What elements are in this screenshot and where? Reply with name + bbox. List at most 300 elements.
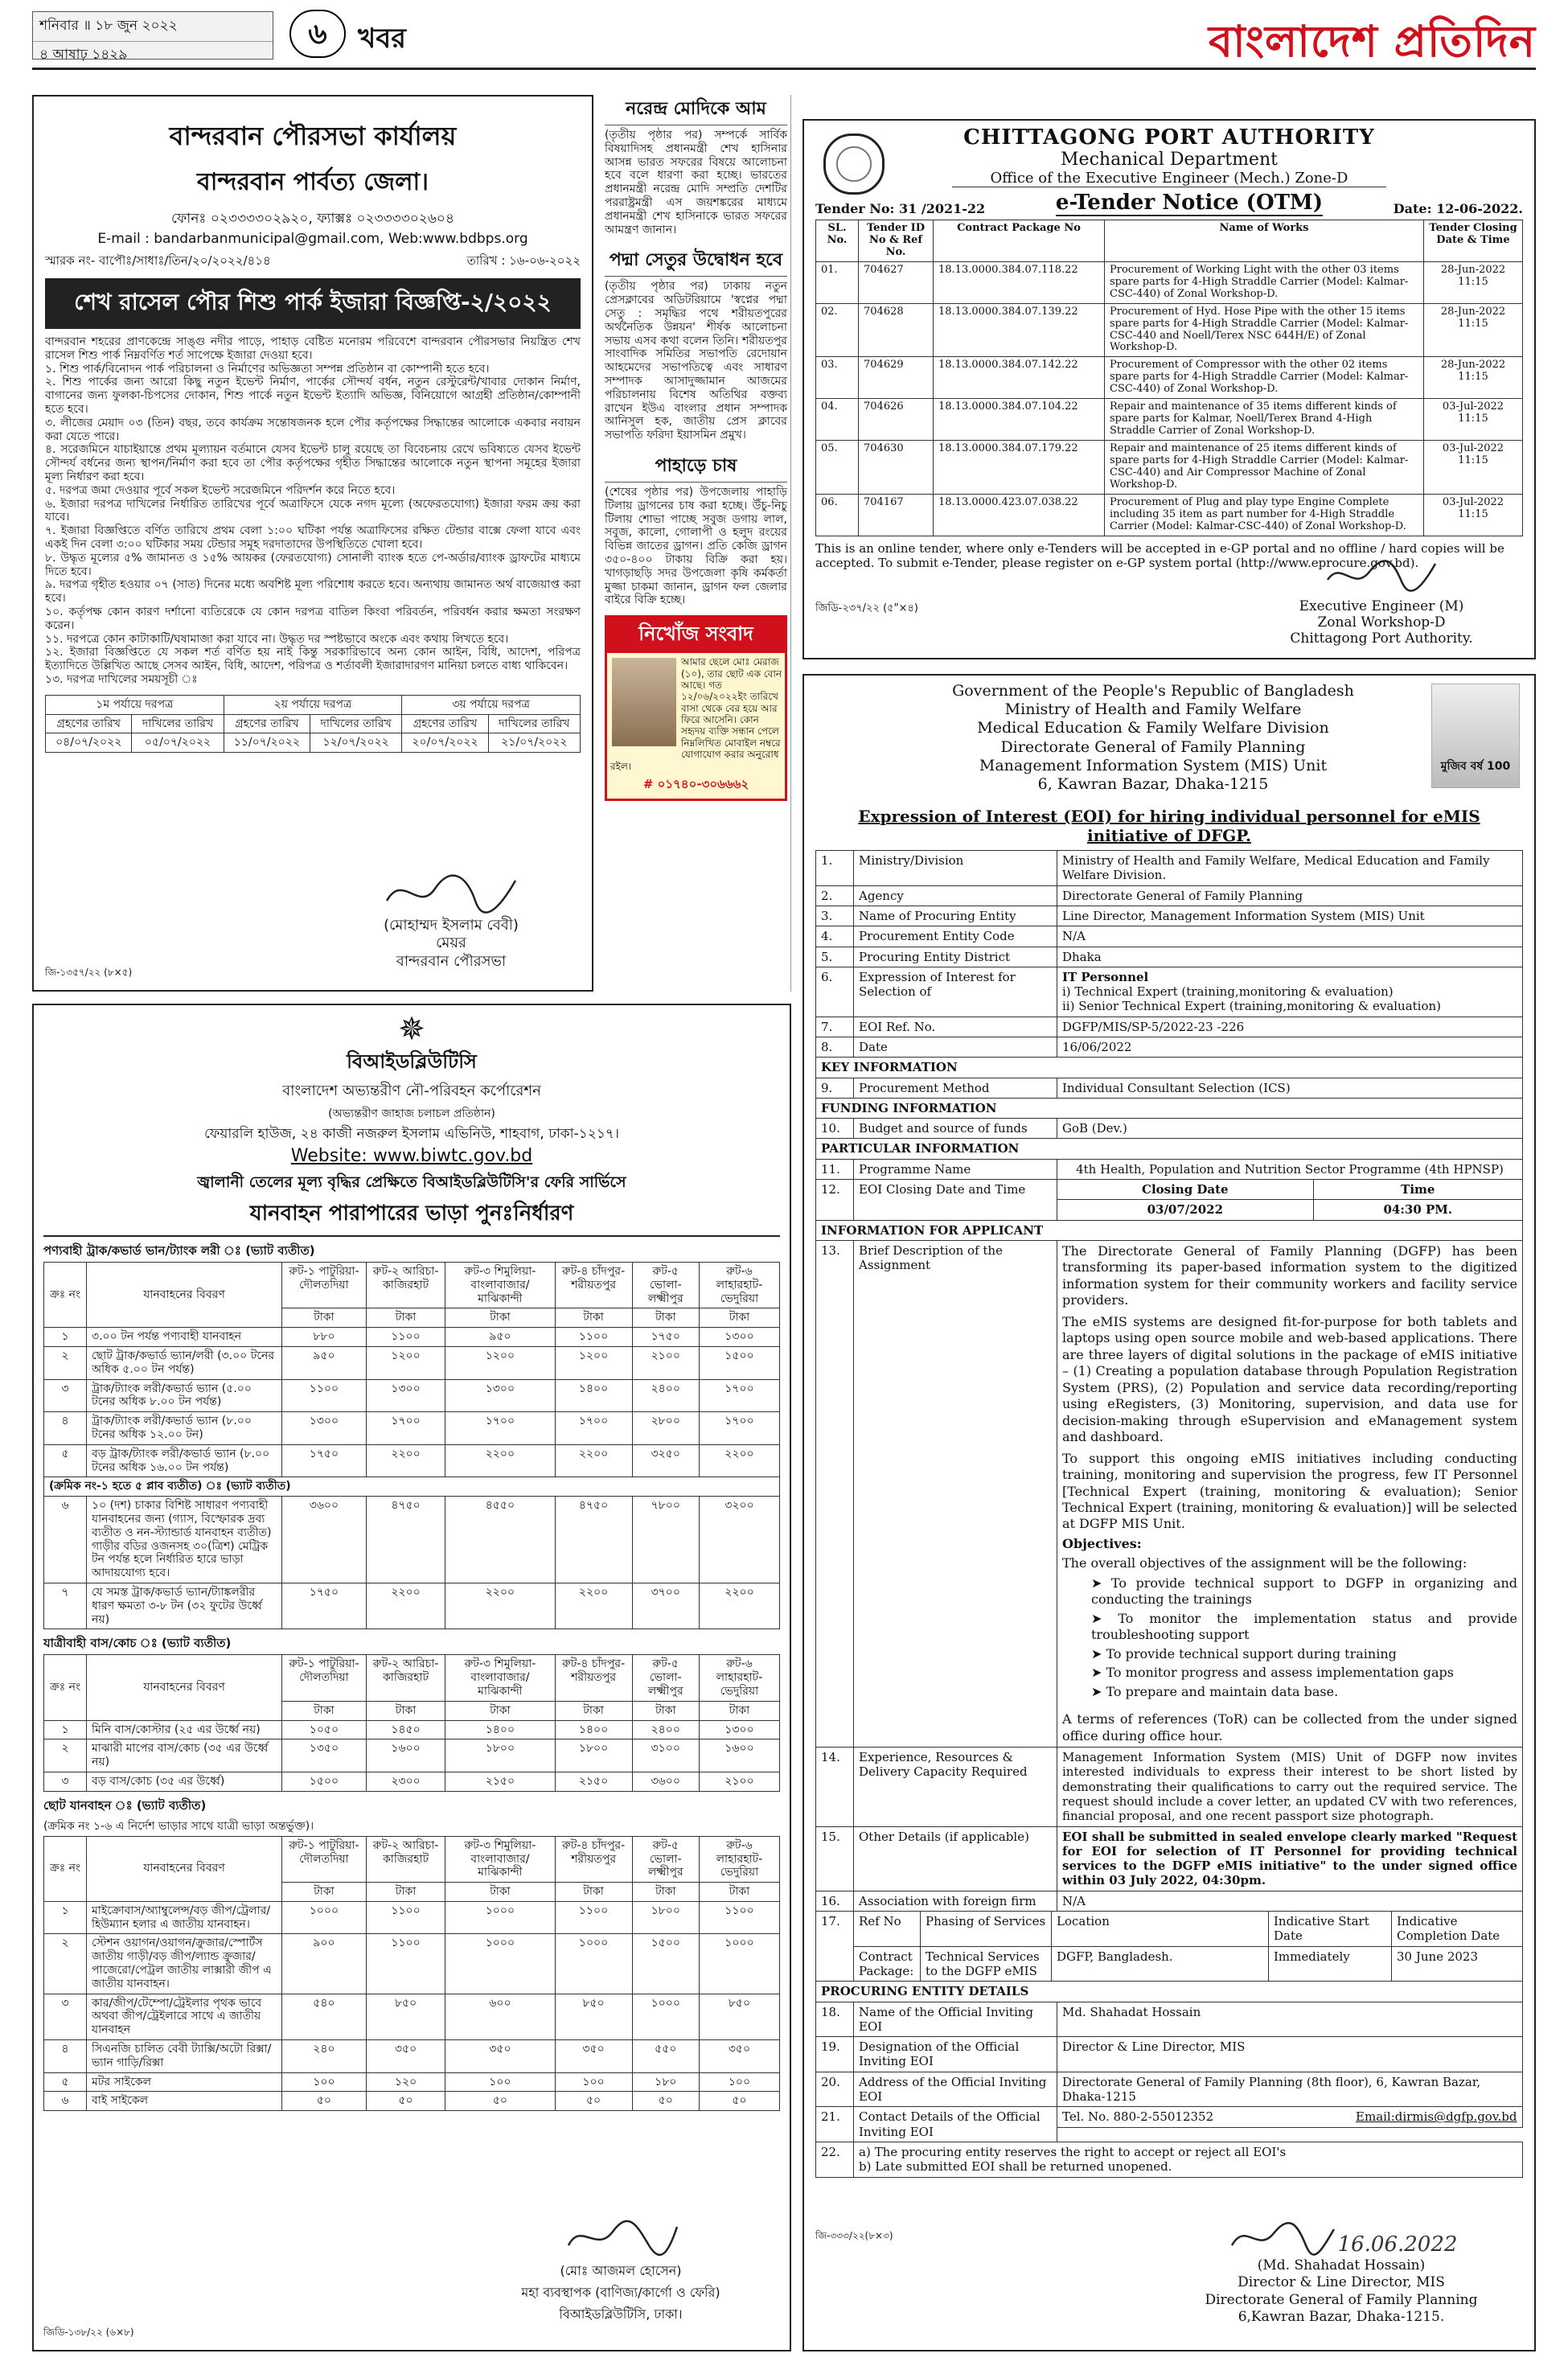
table-row xyxy=(46,733,581,753)
schedule-col: গ্রহণের তারিখ xyxy=(46,714,132,733)
unit-label: টাকা xyxy=(632,1883,699,1902)
page-number-badge xyxy=(289,10,346,58)
table-cell: 704627 xyxy=(859,261,934,303)
schedule-col: দাখিলের তারিখ xyxy=(310,714,402,733)
masthead xyxy=(32,6,1536,80)
table-row xyxy=(816,2142,1523,2177)
table-cell: 16. xyxy=(816,1891,854,1911)
bandarban-phone: ফোনঃ ০২৩৩৩৩০২৯২০, ফ্যাক্সঃ ০২৩৩৩৩০২৬০৪ xyxy=(170,211,455,227)
table-row xyxy=(816,1180,1523,1221)
table-cell: ৩২৫০ xyxy=(632,1444,699,1477)
table-cell: Phasing of Services xyxy=(921,1912,1052,1946)
cpa-logo-icon xyxy=(823,133,885,195)
unit-label: টাকা xyxy=(699,1308,779,1328)
table-cell: 704167 xyxy=(859,494,934,536)
table-cell: বড় বাস/কোচ (৩৫ এর উর্ধ্বে) xyxy=(87,1772,282,1791)
route-header: রুট-৩ শিমুলিয়া-বাংলাবাজার/মাঝিকান্দী xyxy=(445,1655,555,1701)
table-cell: 16/06/2022 xyxy=(1057,1037,1523,1058)
table-cell: ২১০০ xyxy=(632,1346,699,1379)
bandarban-item: ৩. লীজের মেয়াদ ০৩ (তিন) বছর, তবে কার্যক্রম সন্তোষজনক হলে পৌর কর্তৃপক্ষের সিদ্ধান্তের আলোকে একবার নবায়ন করা যেতে পারে। xyxy=(45,416,581,443)
table-cell: ৩ xyxy=(44,1379,87,1412)
table-row xyxy=(44,2072,780,2092)
table-cell: 22. xyxy=(816,2142,854,2177)
table-cell: ৭৮০০ xyxy=(632,1497,699,1583)
table-header: Tender ID No & Ref No. xyxy=(859,220,934,262)
table-row xyxy=(816,1098,1523,1118)
unit-label: টাকা xyxy=(445,1883,555,1902)
cpa-office: Office of the Executive Engineer (Mech.) Zone-D xyxy=(952,170,1386,187)
objective-item: ➤ To provide technical support to DGFP in organizing and conducting the trainings xyxy=(1091,1575,1517,1608)
table-cell: ২১০০ xyxy=(699,1772,779,1791)
table-cell: Procurement of Working Light with the other 03 items spare parts for 4-High Straddle Carrier (Model: Kalmar-CSC-440) of Zonal Workshop-D. xyxy=(1105,261,1424,303)
objective-item: ➤ To prepare and maintain data base. xyxy=(1091,1683,1339,1699)
table-cell: Procuring Entity District xyxy=(854,947,1057,967)
signature-scribble xyxy=(343,869,560,917)
table-cell: Date xyxy=(854,1037,1057,1058)
table-cell: 04. xyxy=(816,399,859,441)
biwtc-notice xyxy=(32,1004,791,2351)
route-header: রুট-৬ লাহারহাট-ভেদুরিয়া xyxy=(699,1655,779,1701)
table-row xyxy=(816,1017,1523,1037)
route-header: রুট-৫ ভোলা-লক্ষ্মীপুর xyxy=(632,1836,699,1882)
table-cell: ১৭৫০ xyxy=(632,1328,699,1347)
cpa-footer: This is an online tender, where only e-Tenders will be accepted in e-GP portal and no offline / hard copies will be accepted. To submit e-Tender, please register on e-GP system portal (http://www.eprocure.gov.bd). xyxy=(815,540,1504,570)
bandarban-headline: শেখ রাসেল পৌর শিশু পার্ক ইজারা বিজ্ঞপ্তি-২/২০২২ xyxy=(45,278,581,329)
unit-label: টাকা xyxy=(699,1883,779,1902)
table-cell: 12. xyxy=(816,1180,854,1221)
route-header: রুট-৪ চাঁদপুর-শরীয়তপুর xyxy=(555,1836,632,1882)
table-cell: Procurement Entity Code xyxy=(854,926,1057,947)
bandarban-signer-title: মেয়র xyxy=(436,934,466,951)
table-cell: ৭ xyxy=(44,1583,87,1629)
section-heading: INFORMATION FOR APPLICANT xyxy=(816,1220,1523,1240)
table-cell: 28-Jun-2022 11:15 xyxy=(1424,261,1523,303)
table-cell: ১০০০ xyxy=(699,1934,779,1994)
table-header: যানবাহনের বিবরণ xyxy=(87,1655,282,1720)
bandarban-item: ৬. ইজারা দরপত্র দাখিলের নির্ধারিত তারিখের পূর্বে অত্রাফিসে যেকে নগদ মূল্যে (অফেরতযোগ্য) ইজারা ফরম ক্রয় করা যাবে। xyxy=(45,497,581,524)
table-row xyxy=(816,399,1523,441)
table-cell: ১৭৫০ xyxy=(282,1583,367,1629)
table-cell: ট্রাক/ট্যাংক লরী/কভার্ড ভ্যান (৫.০০ টনের অধিক ৮.০০ টন পর্যন্ত) xyxy=(87,1379,282,1412)
table-cell: ৪৫৫০ xyxy=(445,1497,555,1583)
table-row xyxy=(44,1444,780,1477)
table-cell: ১০০০ xyxy=(555,1934,632,1994)
table-cell: N/A xyxy=(1057,1891,1523,1911)
table-cell: Contract Package: xyxy=(854,1946,921,1981)
table-cell: ২২০০ xyxy=(445,1444,555,1477)
table-cell: 4th Health, Population and Nutrition Sector Programme (4th HPNSP) xyxy=(1057,1159,1523,1179)
table-cell: 11. xyxy=(816,1159,854,1179)
table-row xyxy=(816,441,1523,495)
table-cell: ১ xyxy=(44,1328,87,1347)
table-cell: Ministry of Health and Family Welfare, Medical Education and Family Welfare Division. xyxy=(1057,851,1523,886)
table-cell: ১২০০ xyxy=(366,1346,445,1379)
contact-tel: Tel. No. 880-2-55012352 xyxy=(1062,2109,1214,2125)
route-header: রুট-১ পাটুরিয়া-দৌলতদিয়া xyxy=(282,1655,367,1701)
table-row xyxy=(816,947,1523,967)
table-cell: Repair and maintenance of 35 items different kinds of spare parts for Kalmar, Noell/Terex Brand 4-High Straddle Carrier of Zonal Workshop-D. xyxy=(1105,399,1424,441)
objective-text: To monitor progress and assess implementation gaps xyxy=(1106,1665,1455,1681)
bandarban-notice xyxy=(32,95,593,992)
story-title: নরেন্দ্র মোদিকে আম xyxy=(605,95,787,125)
bandarban-item: ৮. উদ্ধৃত মূল্যের ৫% জামানত ও ১৫% আয়কর (ফেরতযোগ্য) সোনালী ব্যাংক হতে পে-অর্ডার/ব্যাংক ড্রাফটের মাধ্যমে দিতে হবে। xyxy=(45,551,581,578)
table-cell: ২৮০০ xyxy=(632,1412,699,1445)
table-cell: Closing Date xyxy=(1057,1180,1313,1200)
unit-label: টাকা xyxy=(282,1701,367,1720)
table-cell: ১১০০ xyxy=(366,1934,445,1994)
table-cell: ৩৫০ xyxy=(555,2040,632,2073)
masthead-date-2: ৪ আষাঢ় ১৪২৯ xyxy=(39,47,128,63)
table-cell: EOI Ref. No. xyxy=(854,1017,1057,1037)
table-row xyxy=(44,1412,780,1445)
cpa-tender-line xyxy=(815,191,1523,216)
table-cell: 06. xyxy=(816,494,859,536)
table-cell: 1. xyxy=(816,851,854,886)
biwtc-subsection: (ক্রমিক নং-১ হতে ৫ প্লাব ব্যতীত) ঃ (ভ্যাট ব্যতীত) xyxy=(44,1477,780,1497)
table-cell: ৮৫০ xyxy=(555,1994,632,2039)
table-cell: Experience, Resources & Delivery Capacity Required xyxy=(854,1748,1057,1826)
table-cell: ৬০০ xyxy=(445,1994,555,2039)
table-cell: Line Director, Management Information System (MIS) Unit xyxy=(1057,906,1523,926)
table-cell: Directorate General of Family Planning xyxy=(1057,885,1523,906)
bandarban-item: ৯. দরপত্র গৃহীত হওয়ার ০৭ (সাত) দিনের মধ্যে অবশিষ্ট মূল্য পরিশোধ করতে হবে। অন্যথায় জামানত অর্থ বাজেয়াপ্ত করা হবে। xyxy=(45,578,581,606)
table-cell: 05. xyxy=(816,441,859,495)
missing-notice xyxy=(605,615,787,801)
contract-subtable xyxy=(854,1912,1522,1981)
table-cell: ৩.০০ টন পর্যন্ত পণ্যবাহী যানবাহন xyxy=(87,1328,282,1347)
condition-line: b) Late submitted EOI shall be returned unopened. xyxy=(859,2159,1172,2175)
story-body: (শেষের পৃষ্ঠার পর) উপজেলায় পাহাড়ি টিলায় ড্রাগনের চাষ করা হচ্ছে। উঁচু-নিচু টিলায় শোভা পাচ্ছে সবুজ ডগায় লাল, সবুজ, কালো, গোলাপী ও হলুদ রংয়ের বিভিন্ন জাতের ড্রাগন। প্রতি কেজি ড্রাগন ৩৫০-৪০০ টাকায় বিক্রি করা হয়। খাগড়াছড়ি সদর উপজেলা কৃষি কর্মকর্তা মুজ্জা চাকমা জানান, ড্রাগন ফল জেলার বাইরে বিক্রি হচ্ছে। xyxy=(605,485,787,607)
table-cell: 704629 xyxy=(859,357,934,399)
table-cell: Brief Description of the Assignment xyxy=(854,1240,1057,1747)
section-heading: FUNDING INFORMATION xyxy=(816,1098,1523,1118)
schedule-val: ২০/০৭/২০২২ xyxy=(402,733,488,753)
assignment-paragraph: The Directorate General of Family Planning (DGFP) has been transforming its paper-based information system to the digitized information system for their community workers and facility service providers. xyxy=(1062,1242,1517,1308)
schedule-val: ০৫/০৭/২০২২ xyxy=(132,733,224,753)
table-cell: ১৪৫০ xyxy=(366,1720,445,1739)
table-cell: Indicative Completion Date xyxy=(1392,1912,1523,1946)
table-row xyxy=(816,1912,1523,1982)
table-cell: ৯০০ xyxy=(282,1934,367,1994)
table-cell: ৫০ xyxy=(699,2092,779,2111)
section-heading: PROCURING ENTITY DETAILS xyxy=(816,1982,1523,2002)
table-cell: ২২০০ xyxy=(555,1583,632,1629)
table-row xyxy=(44,1263,780,1308)
table-row xyxy=(46,695,581,714)
table-row xyxy=(44,1477,780,1497)
table-cell: ৩ xyxy=(44,1772,87,1791)
biwtc-bus-table xyxy=(43,1654,780,1791)
table-cell: ১০০ xyxy=(555,2072,632,2092)
table-cell xyxy=(1057,967,1523,1017)
bandarban-memo-line xyxy=(45,252,581,272)
page-number: ৬ xyxy=(308,18,327,51)
table-cell: ১৩০০ xyxy=(366,1379,445,1412)
biwtc-section-note: (ক্রমিক নং ১-৬ এ নির্দেশ ভাড়ার সাথে যাত্রী ভাড়া অন্তর্ভুক্ত)। xyxy=(43,1819,314,1833)
table-cell: Procurement of Compressor with the other 02 items spare parts for 4-High Straddle Carrier (Model: Kalmar-CSC-440) of Zonal Workshop-D. xyxy=(1105,357,1424,399)
cpa-sign-1: Executive Engineer (M) xyxy=(1299,598,1464,614)
middle-news-column xyxy=(601,95,791,992)
section-heading: KEY INFORMATION xyxy=(816,1058,1523,1078)
unit-label: টাকা xyxy=(445,1701,555,1720)
table-cell: Name of Procuring Entity xyxy=(854,906,1057,926)
bandarban-intro: বান্দরবান শহরের প্রাণকেন্দ্রে সাঙ্গু নদীর পাড়ে, পাহাড় বেষ্টিত মনোরম পরিবেশে বান্দরবান পৌরসভার নিয়ন্ত্রিত শেখ রাসেল শিশু পার্ক নিম্নবর্ণিত শর্ত সাপেক্ষে ইজারা দেওয়া হবে। xyxy=(45,335,581,362)
table-cell: 9. xyxy=(816,1078,854,1098)
table-row xyxy=(816,1139,1523,1159)
table-cell: Ref No xyxy=(854,1912,921,1946)
table-row xyxy=(44,2040,780,2073)
table-cell: ১২০০ xyxy=(555,1346,632,1379)
table-cell: ১৪০০ xyxy=(555,1720,632,1739)
table-cell: 6. xyxy=(816,967,854,1017)
table-cell: ২৩০০ xyxy=(366,1772,445,1791)
table-cell: DGFP/MIS/SP-5/2022-23 -226 xyxy=(1057,1017,1523,1037)
table-cell: 28-Jun-2022 11:15 xyxy=(1424,303,1523,357)
table-cell: ১৮০০ xyxy=(632,1901,699,1934)
dgfp-sign-title: 6,Kawran Bazar, Dhaka-1215. xyxy=(1238,2308,1445,2325)
table-cell: ১০০ xyxy=(282,2072,367,2092)
table-row xyxy=(44,2092,780,2111)
missing-photo xyxy=(612,658,676,746)
dgfp-eoi-title: Expression of Interest (EOI) for hiring individual personnel for eMIS initiative of DFGP. xyxy=(858,807,1480,846)
route-header: রুট-৪ চাঁদপুর-শরীয়তপুর xyxy=(555,1263,632,1308)
table-cell: 4. xyxy=(816,926,854,947)
table-cell: ১৭০০ xyxy=(699,1379,779,1412)
table-cell: ৩৫০ xyxy=(366,2040,445,2073)
table-header: ক্রঃ নং xyxy=(44,1263,87,1328)
table-row xyxy=(816,1119,1523,1139)
table-cell: Location xyxy=(1052,1912,1269,1946)
table-cell: 03-Jul-2022 11:15 xyxy=(1424,399,1523,441)
table-row xyxy=(816,1240,1523,1747)
table-cell xyxy=(854,2142,1523,2177)
bandarban-ref: জি-১৩৫৭/২২ (৮×৫) xyxy=(45,967,133,978)
table-cell: ২ xyxy=(44,1739,87,1772)
cpa-ref: জিডি-২৩৭/২২ (৫"×৪) xyxy=(815,602,918,614)
table-cell: 3. xyxy=(816,906,854,926)
table-row xyxy=(44,1583,780,1629)
bandarban-signer: (মোহাম্মদ ইসলাম বেবী) xyxy=(384,916,519,934)
biwtc-signer: (মোঃ আজমল হোসেন) xyxy=(560,2263,682,2278)
bandarban-item: ১২. ইজারা বিজ্ঞপ্তিতে যে সকল শর্ত বর্ণিত হয় নাই কিন্তু সরকারিভাবে অন্য কোন আইন, বিধি, আদেশ, পরিপত্র ইত্যাদিতে উল্লিখিত আছে সেসব আইন, বিধি, আদেশ, পরিপত্র ও শর্তাবলী ইজারাদারগণ মানিয়া চলতে বাধ্য থাকিবেন। xyxy=(45,646,581,673)
objective-item: ➤ To monitor progress and assess implementation gaps xyxy=(1091,1665,1455,1681)
table-row xyxy=(44,1328,780,1347)
table-cell: Time xyxy=(1313,1180,1522,1200)
table-row xyxy=(816,1058,1523,1078)
table-row xyxy=(44,1994,780,2039)
schedule-val: ০৪/০৭/২০২২ xyxy=(46,733,132,753)
schedule-col: গ্রহণের তারিখ xyxy=(224,714,310,733)
dgfp-sign-name: (Md. Shahadat Hossain) xyxy=(1257,2257,1426,2273)
table-row xyxy=(816,220,1523,262)
newspaper-logo: বাংলাদেশ প্রতিদিন xyxy=(1209,16,1536,67)
table-cell: ২২০০ xyxy=(366,1444,445,1477)
table-row xyxy=(44,1379,780,1412)
table-cell: কার/জীপ/টেম্পো/ট্রেইলার পৃথক ভাবে অথবা জীপ/ট্রেইলারে সাথে এ জাতীয় যানবাহন xyxy=(87,1994,282,2039)
biwtc-website[interactable]: Website: www.biwtc.gov.bd xyxy=(290,1146,533,1166)
table-row xyxy=(816,1748,1523,1826)
table-cell: 18. xyxy=(816,2002,854,2037)
table-cell: 03-Jul-2022 11:15 xyxy=(1424,441,1523,495)
table-cell: ১৫০০ xyxy=(632,1934,699,1994)
table-row xyxy=(816,261,1523,303)
table-cell: Contact Details of the Official Inviting EOI xyxy=(854,2107,1057,2142)
table-cell: 7. xyxy=(816,1017,854,1037)
tor-note: A terms of references (ToR) can be collected from the under signed office during office hour. xyxy=(1062,1711,1517,1744)
dgfp-eoi-table xyxy=(815,850,1523,2177)
table-cell: ৩৬০০ xyxy=(632,1772,699,1791)
cpa-notice-title: e-Tender Notice (OTM) xyxy=(1055,191,1324,215)
cpa-signature xyxy=(1253,556,1510,647)
route-header: রুট-২ আরিচা-কাজিরহাট xyxy=(366,1263,445,1308)
mujib-badge xyxy=(1431,684,1520,788)
table-cell: Repair and maintenance of 25 items different kinds of spare parts for 4-High Straddle Carrier (Model: Kalmar-CSC-440) and Air Compressor Machine of Zonal Workshop-D. xyxy=(1105,441,1424,495)
table-cell: 28-Jun-2022 11:15 xyxy=(1424,357,1523,399)
table-cell: ২ xyxy=(44,1934,87,1994)
route-header: রুট-৫ ভোলা-লক্ষ্মীপুর xyxy=(632,1263,699,1308)
section-name: খবর xyxy=(358,23,406,55)
cpa-dept: Mechanical Department xyxy=(1061,150,1278,170)
signature-scribble xyxy=(1321,556,1442,594)
table-row xyxy=(854,1912,1522,1946)
biwtc-logo-icon: ✵ xyxy=(398,1011,425,1048)
table-cell: ১০ (দশ) চাকার বিশিষ্ট সাধারণ পণ্যবাহী যানবাহনের জন্য (গ্যাস, বিস্ফোরক দ্রব্য ব্যতীত ও নন-স্ট্যান্ডার্ড যানবাহন ব্যতীত) গাড়ীর বডির ওজনসহ ৩০(ত্রিশ) মেট্রিক টন পর্যন্ত হলে নির্ধারিত হারে ভাড়া আদায়যোগ্য হবে। xyxy=(87,1497,282,1583)
cpa-tender-no: Tender No: 31 /2021-22 xyxy=(815,201,986,216)
table-cell: মাঝারী মাপের বাস/কোচ (৩৫ এর উর্ধ্বে নয়) xyxy=(87,1739,282,1772)
unit-label: টাকা xyxy=(555,1701,632,1720)
biwtc-signature xyxy=(484,2217,757,2326)
dgfp-ministry: Ministry of Health and Family Welfare xyxy=(1004,700,1302,719)
unit-label: টাকা xyxy=(632,1701,699,1720)
table-cell: 18.13.0000.384.07.118.22 xyxy=(934,261,1105,303)
route-header: রুট-৩ শিমুলিয়া-বাংলাবাজার/মাঝিকান্দী xyxy=(445,1836,555,1882)
objective-text: To provide technical support during training xyxy=(1106,1645,1397,1661)
route-header: রুট-৩ শিমুলিয়া-বাংলাবাজার/মাঝিকান্দী xyxy=(445,1263,555,1308)
masthead-date-1: শনিবার ॥ ১৮ জুন ২০২২ xyxy=(33,12,273,42)
table-cell: 18.13.0000.384.07.179.22 xyxy=(934,441,1105,495)
table-header: যানবাহনের বিবরণ xyxy=(87,1263,282,1328)
bandarban-item: ২. শিশু পার্কের জন্য আরো কিছু নতুন ইভেন্ট নির্মাণ, পার্কের সৌন্দর্য বর্ধন, নতুন রেস্টুরেন্ট/খাবার দোকান নির্মাণ, বাগানের জন্য ফুলকা-চিপসের দোকান, শিশু পার্কে নতুন ইভেন্ট ইত্যাদি অভিজ্ঞ, বিনিয়োগে আগ্রহী প্রতিষ্ঠান/কোম্পানী হতে হবে। xyxy=(45,376,581,416)
table-cell: ২২০০ xyxy=(699,1583,779,1629)
table-cell: ১৮০০ xyxy=(445,1739,555,1772)
table-cell: ২৪০০ xyxy=(632,1379,699,1412)
table-cell: ৯৫০ xyxy=(445,1328,555,1347)
table-cell: ২২০০ xyxy=(699,1444,779,1477)
table-cell: ৩৬০০ xyxy=(282,1497,367,1583)
table-cell: EOI Closing Date and Time xyxy=(854,1180,1057,1221)
table-cell: 21. xyxy=(816,2107,854,2142)
table-cell: 18.13.0000.384.07.139.22 xyxy=(934,303,1105,357)
biwtc-headline-1: জ্বালানী তেলের মূল্য বৃদ্ধির প্রেক্ষিতে বিআইডব্লিউটিসি'র ফেরি সার্ভিসে xyxy=(197,1173,626,1191)
table-row xyxy=(816,851,1523,886)
table-cell: Budget and source of funds xyxy=(854,1119,1057,1139)
story-body: (তৃতীয় পৃষ্ঠার পর) সম্পর্কে সার্বিক বিষয়াদিসহ প্রধানমন্ত্রী শেখ হাসিনার আসন্ন ভারত সফরের বিষয়ে আলোচনা হবে বলে ধারণা করা হচ্ছে। ভারতের প্রধানমন্ত্রী নরেন্দ্র মোদি সম্প্রতি দেশটির পররাষ্ট্রমন্ত্রী এস জয়শঙ্করের মাধ্যমে প্রধানমন্ত্রী শেখ হাসিনাকে ভারত সফরের আমন্ত্রণ জানান। xyxy=(605,129,787,236)
table-cell: ১১০০ xyxy=(699,1901,779,1934)
bandarban-email: E-mail : bandarbanmunicipal@gmail.com, Web:www.bdbps.org xyxy=(97,231,528,247)
objective-item: ➤ To monitor the implementation status and provide troubleshooting support xyxy=(1091,1610,1517,1643)
table-cell: 18.13.0000.384.07.104.22 xyxy=(934,399,1105,441)
row6-head: IT Personnel xyxy=(1062,969,1149,984)
table-cell: Programme Name xyxy=(854,1159,1057,1179)
table-cell: মটর সাইকেল xyxy=(87,2072,282,2092)
schedule-val: ২১/০৭/২০২২ xyxy=(488,733,580,753)
table-cell: 8. xyxy=(816,1037,854,1058)
table-row xyxy=(816,906,1523,926)
table-cell: যে সমস্ত ট্রাক/কভার্ড ভ্যান/ট্যাঙ্কলরীর ধারণ ক্ষমতা ৩-৮ টন (৩২ ফুটের উর্ধ্বে নয়) xyxy=(87,1583,282,1629)
signature-block xyxy=(1180,2217,1502,2257)
table-cell: ২৪০০ xyxy=(632,1720,699,1739)
table-cell: স্টেশন ওয়াগন/ওয়াগন/ক্রুজার/স্পোর্টস জাতীয় গাড়ী/বড় জীপ/ল্যান্ড ক্রুজার/পাজেরো/পেট্রল জাতীয় লাক্সারী জীপ এ জাতীয় যানবাহন। xyxy=(87,1934,282,1994)
schedule-col: দাখিলের তারিখ xyxy=(488,714,580,733)
table-cell: Association with foreign firm xyxy=(854,1891,1057,1911)
table-cell: 02. xyxy=(816,303,859,357)
cpa-date: Date: 12-06-2022. xyxy=(1393,201,1523,216)
signature-scribble xyxy=(560,2217,681,2257)
table-cell: ৪৭৫০ xyxy=(366,1497,445,1583)
dgfp-division: Medical Education & Family Welfare Division xyxy=(977,719,1329,737)
table-cell: মাইক্রোবাস/অ্যাম্বুলেন্স/বড় জীপ/ট্রেলার/হিউম্যান হলার এ জাতীয় যানবাহন। xyxy=(87,1901,282,1934)
table-cell: ৫৫০ xyxy=(632,2040,699,2073)
table-cell: 03/07/2022 xyxy=(1057,1200,1313,1220)
table-cell: Management Information System (MIS) Unit of DGFP now invites interested individuals to express their interest to be short listed by demonstrating their qualifications to carry out the required service. The request should include a cover letter, an updated CV with two references, financial proposal, and one recent passport size photograph. xyxy=(1057,1748,1523,1826)
table-cell: ২২০০ xyxy=(445,1583,555,1629)
table-cell: বাই সাইকেল xyxy=(87,2092,282,2111)
table-cell: ১৭৫০ xyxy=(282,1444,367,1477)
unit-label: টাকা xyxy=(555,1308,632,1328)
bandarban-item: ১১. দরপত্রে কোন কাটাকাটি/ঘষামাজা করা যাবে না। উদ্ধৃত দর স্পষ্টভাবে অংকে এবং কথায় লিখতে হবে। xyxy=(45,632,509,646)
table-cell: 19. xyxy=(816,2037,854,2072)
table-cell: ১১০০ xyxy=(282,1379,367,1412)
biwtc-signer-title: মহা ব্যবস্থাপক (বাণিজ্য/কার্গো ও ফেরি) xyxy=(521,2285,720,2300)
table-cell: 14. xyxy=(816,1748,854,1826)
table-header: ক্রঃ নং xyxy=(44,1655,87,1720)
table-cell: ৩ xyxy=(44,1994,87,2039)
table-cell: 704628 xyxy=(859,303,934,357)
table-row xyxy=(816,357,1523,399)
contact-email[interactable]: Email:dirmis@dgfp.gov.bd xyxy=(1356,2109,1517,2125)
table-cell xyxy=(854,1912,1523,1982)
table-row xyxy=(816,1037,1523,1058)
table-cell: ৫৪০ xyxy=(282,1994,367,2039)
table-cell: ৮৫০ xyxy=(366,1994,445,2039)
date-box xyxy=(32,11,273,63)
bandarban-item: ১. শিশু পার্ক/বিনোদন পার্ক পরিচালনা ও নির্মাণের অভিজ্ঞতা সম্পন্ন প্রতিষ্ঠান বা কোম্পানী হতে হবে। xyxy=(45,362,490,376)
dgfp-signature xyxy=(1180,2217,1502,2326)
table-cell: ৫ xyxy=(44,1444,87,1477)
table-cell: ১ xyxy=(44,1901,87,1934)
table-cell: 704626 xyxy=(859,399,934,441)
objective-text: To provide technical support to DGFP in organizing and conducting the trainings xyxy=(1091,1575,1517,1608)
table-cell: 18.13.0000.423.07.038.22 xyxy=(934,494,1105,536)
table-cell: ১৮০ xyxy=(632,2072,699,2092)
table-cell: ১৭০০ xyxy=(445,1412,555,1445)
table-cell: ২ xyxy=(44,1346,87,1379)
route-header: রুট-৪ চাঁদপুর-শরীয়তপুর xyxy=(555,1655,632,1701)
unit-label: টাকা xyxy=(366,1701,445,1720)
objectives-intro: The overall objectives of the assignment will be the following: xyxy=(1062,1555,1467,1571)
table-cell: GoB (Dev.) xyxy=(1057,1119,1523,1139)
dgfp-notice xyxy=(802,674,1536,2351)
table-cell: Director & Line Director, MIS xyxy=(1057,2037,1523,2072)
table-row xyxy=(1057,1200,1522,1220)
biwtc-section: যাত্রীবাহী বাস/কোচ ঃ (ভ্যাট ব্যতীত) xyxy=(43,1636,232,1651)
table-row xyxy=(816,1159,1523,1179)
table-cell: ৬ xyxy=(44,2092,87,2111)
table-cell: ১০৫০ xyxy=(282,1720,367,1739)
unit-label: টাকা xyxy=(699,1701,779,1720)
table-cell: ১৫০০ xyxy=(282,1772,367,1791)
table-cell: Immediately xyxy=(1269,1946,1392,1981)
